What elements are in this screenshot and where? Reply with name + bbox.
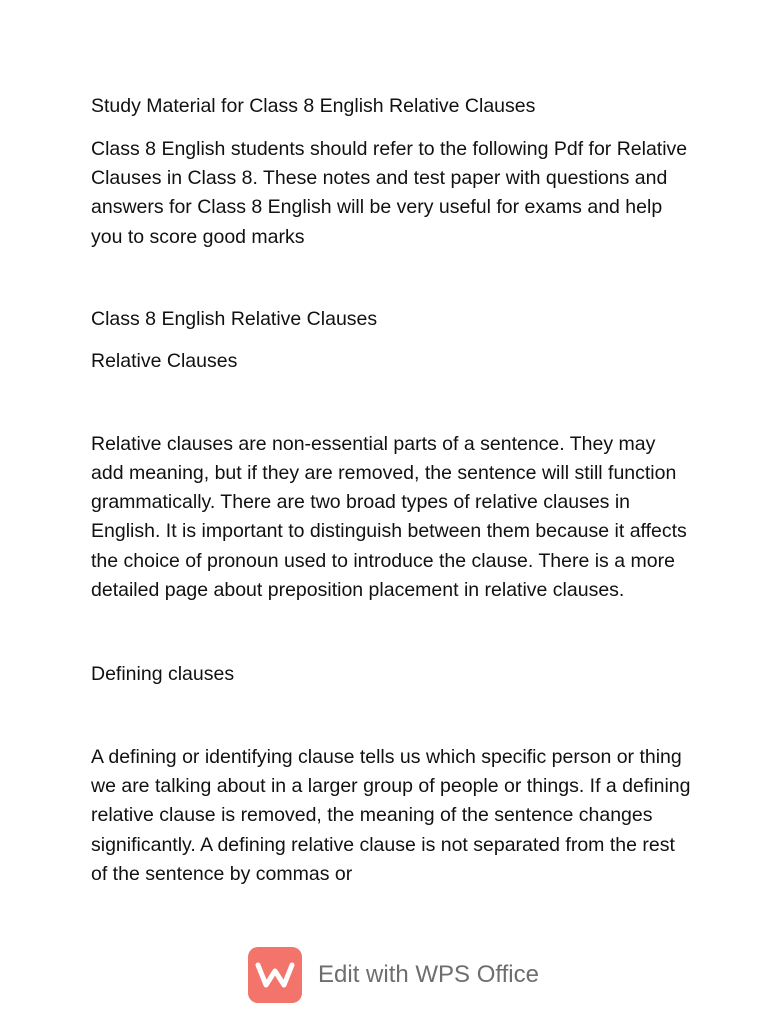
wps-w-glyph-icon [255,961,295,989]
edit-with-wps-banner[interactable] [248,947,539,1003]
defining-clauses-paragraph: A defining or identifying clause tells us which specific person or thing we are talking about in a larger group of people or things. If a defining relative clause is removed, the meaning of the sentence changes significantly. A defining relative clause is not separated from the rest of the sentence by commas or [91,746,691,885]
defining-clauses-heading: Defining clauses [91,663,235,686]
wps-logo-icon[interactable] [248,947,302,1003]
section-heading: Relative Clauses [91,349,238,372]
edit-with-wps-label[interactable]: Edit with WPS Office [318,961,539,988]
document-page [91,93,691,889]
relative-clauses-paragraph: Relative clauses are non-essential parts of a sentence. They may add meaning, but if they are removed, the sentence will still function grammatically. There are two broad types of relative clauses in English. It is important to distinguish between them because it affects the choice of pronoun used to introduce the clause. There is a more detailed page about preposition placement in relative clauses. [91,432,687,601]
sub-title: Class 8 English Relative Clauses [91,307,378,330]
document-title: Study Material for Class 8 English Relative Clauses [91,95,536,117]
intro-paragraph: Class 8 English students should refer to the following Pdf for Relative Clauses in Class 8. These notes and test paper with questions and answers for Class 8 English will be very useful for exams and help you to score good marks [91,138,688,248]
